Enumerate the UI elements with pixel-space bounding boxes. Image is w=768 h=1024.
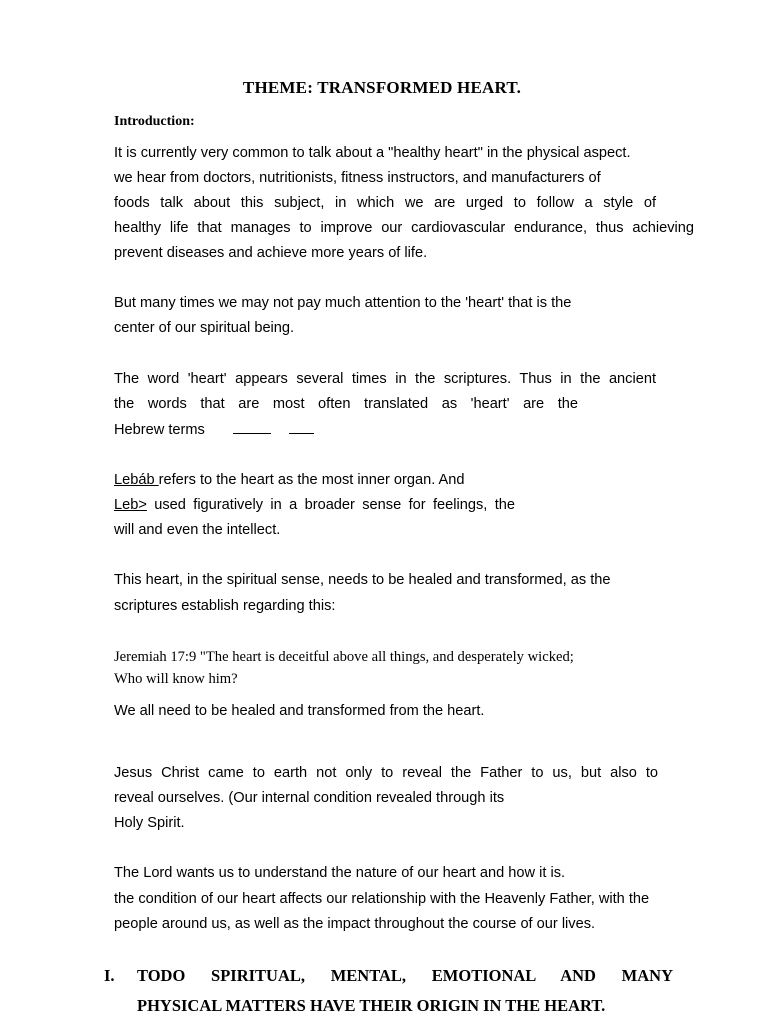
paragraph-4-line-1-text: refers to the heart as the most inner organ. And: [158, 472, 465, 488]
paragraph-7-line-1: Jesus Christ came to earth not only to reveal the Father to us, but also to: [114, 765, 658, 781]
paragraph-8-line-3: people around us, as well as the impact throughout the course of our lives.: [114, 916, 596, 932]
paragraph-1-line-2: we hear from doctors, nutritionists, fitness instructors, and manufacturers of: [114, 170, 601, 186]
verse-line-1: Jeremiah 17:9 "The heart is deceitful above all things, and desperately wicked;: [114, 649, 574, 665]
paragraph-4-line-3: will and even the intellect.: [114, 522, 281, 538]
section-1-heading-line-2: PHYSICAL MATTERS HAVE THEIR ORIGIN IN THE HEART.: [137, 996, 606, 1015]
term-lebab: Lebáb: [114, 472, 159, 488]
blank-line-2: [289, 421, 314, 434]
paragraph-3-line-1: The word 'heart' appears several times in the scriptures. Thus in the ancient: [114, 371, 656, 387]
paragraph-7-line-2: reveal ourselves. (Our internal condition revealed through its: [114, 790, 505, 806]
hebrew-terms-label: Hebrew terms: [114, 422, 205, 438]
section-1-heading-line-1: TODO SPIRITUAL, MENTAL, EMOTIONAL AND MANY: [137, 966, 673, 985]
paragraph-1-line-4: healthy life that manages to improve our cardiovascular endurance, thus achieving: [114, 220, 694, 236]
paragraph-2-line-1: But many times we may not pay much attention to the 'heart' that is the: [114, 295, 572, 311]
blank-line-1: [233, 421, 271, 434]
paragraph-6: We all need to be healed and transformed from the heart.: [114, 703, 485, 719]
paragraph-4-line-2-text: used figuratively in a broader sense for feelings, the: [146, 497, 515, 513]
verse-line-2: Who will know him?: [114, 671, 238, 687]
paragraph-1-line-1: It is currently very common to talk about a "healthy heart" in the physical aspect.: [114, 145, 631, 161]
paragraph-3-line-2: the words that are most often translated as 'heart' are the: [114, 396, 578, 412]
paragraph-4-line-1: [114, 472, 464, 488]
paragraph-1-line-3: foods talk about this subject, in which we are urged to follow a style of: [114, 195, 656, 211]
intro-heading: Introduction:: [114, 114, 195, 129]
document-title: THEME: TRANSFORMED HEART.: [242, 78, 522, 97]
term-leb: Leb>: [114, 497, 147, 513]
paragraph-5-line-1: This heart, in the spiritual sense, needs to be healed and transformed, as the: [114, 572, 611, 588]
paragraph-5-line-2: scriptures establish regarding this:: [114, 598, 336, 614]
paragraph-8-line-1: The Lord wants us to understand the nature of our heart and how it is.: [114, 865, 566, 881]
section-1-number: I.: [104, 966, 115, 985]
paragraph-4-line-2: [114, 497, 515, 513]
paragraph-2-line-2: center of our spiritual being.: [114, 320, 295, 336]
paragraph-7-line-3: Holy Spirit.: [114, 815, 185, 831]
paragraph-8-line-2: the condition of our heart affects our relationship with the Heavenly Father, with the: [114, 891, 650, 907]
paragraph-1-line-5: prevent diseases and achieve more years of life.: [114, 245, 428, 261]
paragraph-3-line-3: [114, 421, 314, 438]
